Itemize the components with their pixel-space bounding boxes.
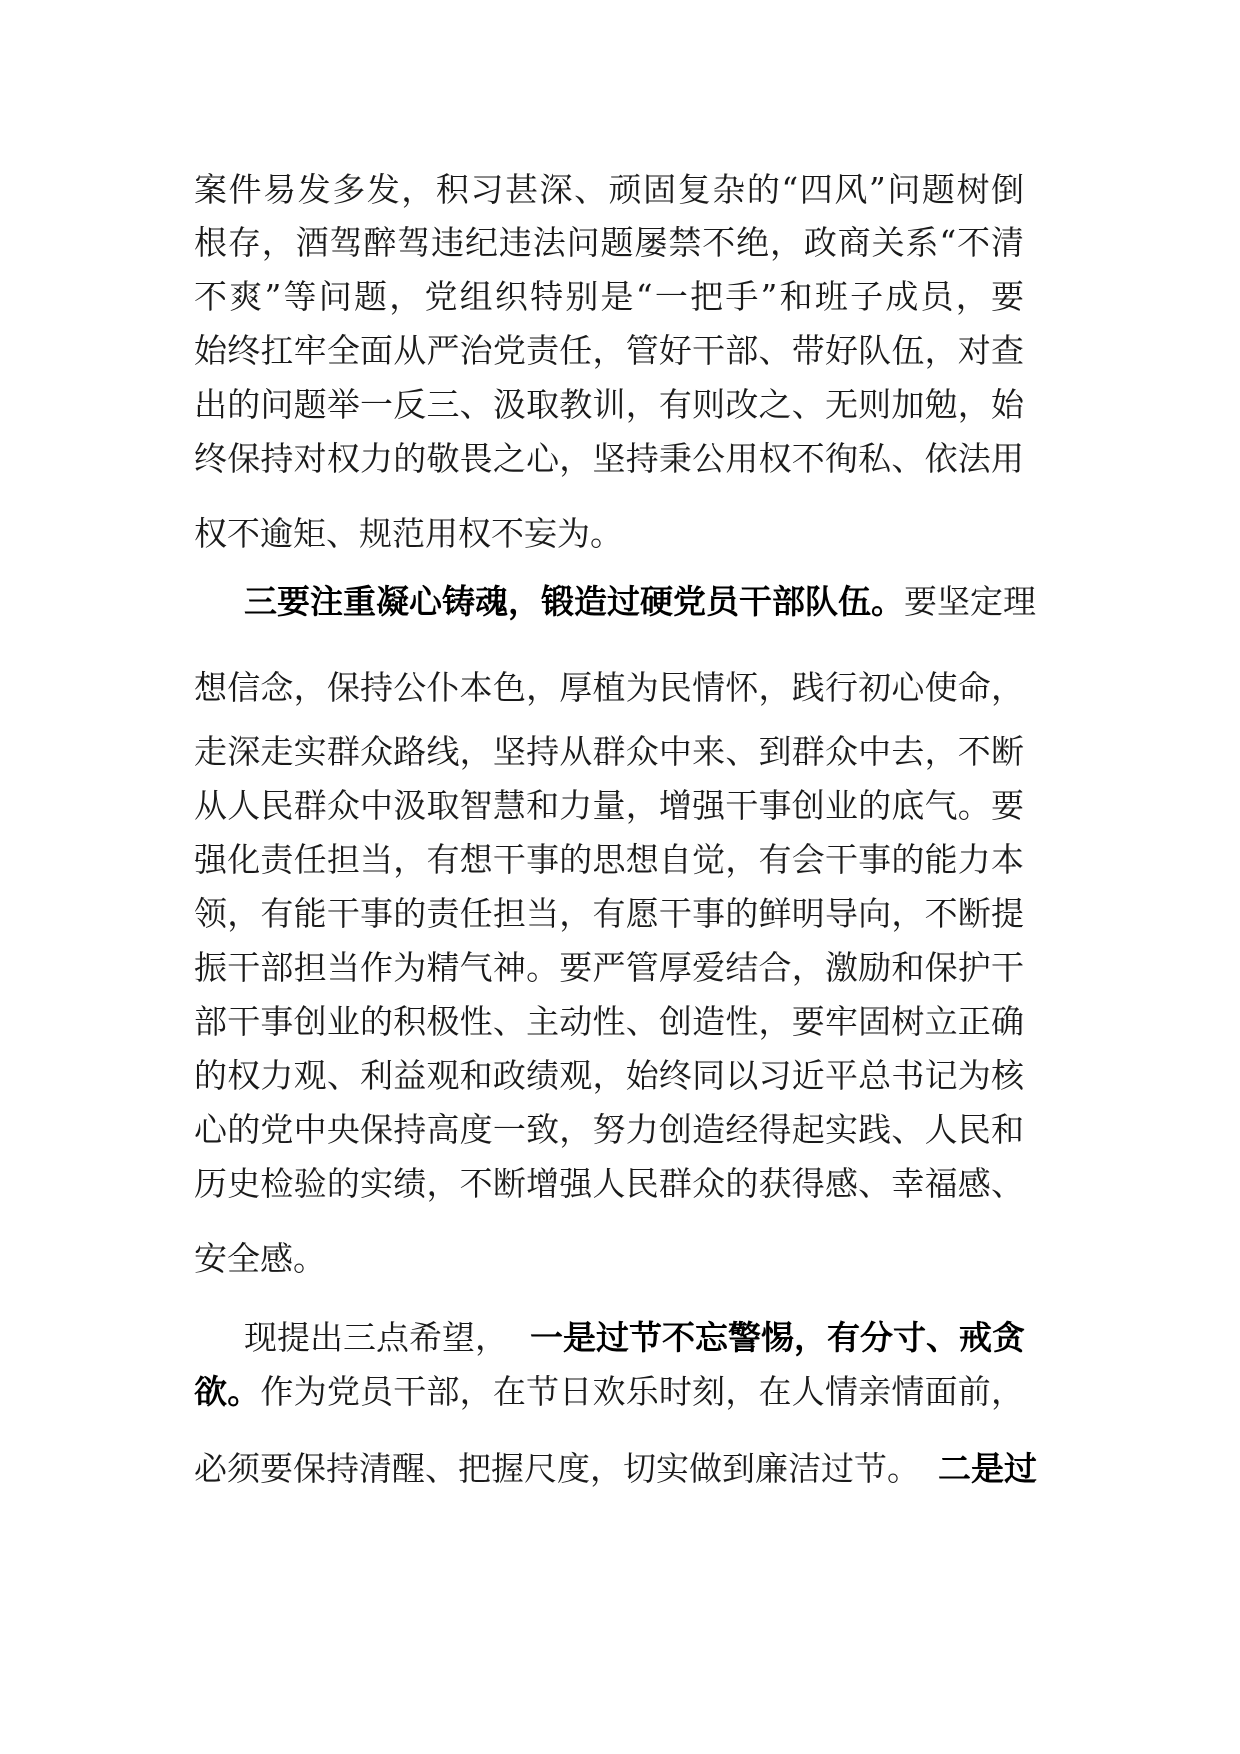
paragraph-1-line-4: 始终扛牢全面从严治党责任，管好干部、带好队伍，对查 bbox=[194, 331, 1024, 370]
paragraph-3-line-2 bbox=[194, 1370, 1024, 1414]
paragraph-1-line-5: 出的问题举一反三、汲取教训，有则改之、无则加勉，始 bbox=[194, 385, 1024, 424]
hope-point-2-start: 二是过 bbox=[938, 1449, 1037, 1488]
paragraph-2-line-12: 安全感。 bbox=[194, 1239, 326, 1278]
paragraph-1-line-7: 权不逾矩、规范用权不妄为。 bbox=[194, 514, 623, 553]
paragraph-2-line-5: 强化责任担当，有想干事的思想自觉，有会干事的能力本 bbox=[194, 840, 1024, 879]
paragraph-2-line-8: 部干事创业的积极性、主动性、创造性，要牢固树立正确 bbox=[194, 1002, 1024, 1041]
section-heading: 三要注重凝心铸魂，锻造过硬党员干部队伍。 bbox=[244, 582, 904, 621]
hope-point-1: 一是过节不忘警惕，有分寸、戒贪 bbox=[530, 1318, 1025, 1357]
paragraph-2-line-4: 从人民群众中汲取智慧和力量，增强干事创业的底气。要 bbox=[194, 786, 1024, 825]
paragraph-2-line-6: 领，有能干事的责任担当，有愿干事的鲜明导向，不断提 bbox=[194, 894, 1024, 933]
paragraph-1-line-3: 不爽”等问题，党组织特别是“一把手”和班子成员，要 bbox=[194, 277, 1024, 316]
paragraph-3-line-3 bbox=[194, 1447, 1037, 1491]
paragraph-1-line-6: 终保持对权力的敬畏之心，坚持秉公用权不徇私、依法用 bbox=[194, 439, 1024, 478]
paragraph-2-line-7: 振干部担当作为精气神。要严管厚爱结合，激励和保护干 bbox=[194, 948, 1024, 987]
paragraph-3-line-2-rest: 作为党员干部，在节日欢乐时刻，在人情亲情面前， bbox=[260, 1372, 1025, 1411]
paragraph-3-intro: 现提出三点希望， bbox=[244, 1318, 508, 1357]
paragraph-2-line-10: 心的党中央保持高度一致，努力创造经得起实践、人民和 bbox=[194, 1110, 1024, 1149]
paragraph-1-line-2: 根存，酒驾醉驾违纪违法问题屡禁不绝，政商关系“不清 bbox=[194, 223, 1024, 262]
paragraph-3-first-line bbox=[244, 1316, 1024, 1360]
paragraph-2-first-line-rest: 要坚定理 bbox=[904, 582, 1036, 621]
paragraph-1-line-1: 案件易发多发，积习甚深、顽固复杂的“四风”问题树倒 bbox=[194, 170, 1024, 209]
hope-point-1-end: 欲。 bbox=[194, 1372, 261, 1411]
paragraph-2-line-2: 想信念，保持公仆本色，厚植为民情怀，践行初心使命， bbox=[194, 668, 1024, 707]
paragraph-2-first-line bbox=[244, 580, 1036, 624]
paragraph-2-line-11: 历史检验的实绩，不断增强人民群众的获得感、幸福感、 bbox=[194, 1164, 1024, 1203]
paragraph-3-line-3-text: 必须要保持清醒、把握尺度，切实做到廉洁过节。 bbox=[194, 1449, 920, 1488]
paragraph-2-line-9: 的权力观、利益观和政绩观，始终同以习近平总书记为核 bbox=[194, 1056, 1024, 1095]
paragraph-2-line-3: 走深走实群众路线，坚持从群众中来、到群众中去，不断 bbox=[194, 732, 1024, 771]
